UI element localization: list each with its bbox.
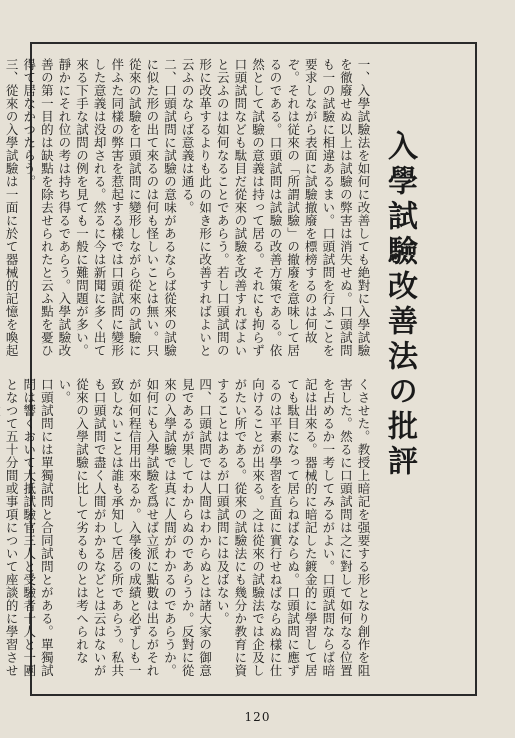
page-number: 120 xyxy=(244,710,271,724)
right-column xyxy=(4,58,372,358)
page-title: 入學試驗改善法の批評 xyxy=(382,130,417,480)
paragraph-3: 三、從來の入學試驗は一面に於て器械的記憶を喚起 xyxy=(4,58,20,357)
paragraph-1: 一、入學試驗法を如何に改善しても絶對に入學試驗を徹廢せぬ以上は試驗の弊害は消失せぬ。口頭試問も一の試驗に相違あるまい。口頭試問を行ふことを要求しながら表面に試驗撤廢を標榜するのは何故ぞ。それは従來の「所謂試驗」の撤廢を意味して居るのである。口頭試問は試驗の改善方策である。依然として試驗の意義は持って居る。それにも拘らず口頭試問なども駄目だ從來の試驗を改善すればよいと云ふのは如何なることであらう。若し口頭試問の形に改革するよりも此の如き形に改善すればよいと云ふのならば意義は通る。 xyxy=(180,58,371,357)
paragraph-4: くさせた。教授上暗記を强要する形となり創作を阻害した。然るに口頭試問は之に對して如何なる位置を占めるか一考してみるがよい。口頭試問ならば暗記は出來る。器械的に暗記した鍍金的に學習して居ても駄目になって居らねばならぬ。口頭試問に應ずるのは平素の學習を直面に實行せねばならぬ樣に仕向けることが出來る。之は從來の試驗法では企及しがたい所である。從來の試驗法にも幾分か教育に資することはあるが口頭試問には及ばない。 xyxy=(215,378,371,677)
left-column xyxy=(4,378,372,678)
paragraph-5: 四、口頭試問では人間はわからぬとは諸大家の御意見であるが果してわからぬのであらうか。反對に從來の入學試驗では真に人間がわかるのであらうか。如何にも入學試驗を爲せば立派に點數は出るがそれが如何程信用出來るか。入學後の成績と必ずしも一致しないことは誰も承知して居る所であらう。私共も口頭試問で盡く人間がわかるなどとは云はないが從來の入學試驗に比して劣るものとは考へられない。 xyxy=(56,378,213,677)
paragraph-2: 二、口頭試問に試驗の意味があるならば從來の試驗に似た形の出て來るのは何も怪しいことは無い。只從來の試驗を口頭試問に變形しながら從來の試驗に伴ふた同樣の弊害を惹起する樣では口頭試問に變形した意義は没却される。然るに今は新聞に多く出て來る下手な試問の例を見ても一般に難問題が多い。靜かにそれ位の考は持ち得るであらう。入學試驗改善の第一目的は缺點を除去せられたと云ふ點を憂ひ得て居なかつたらう。 xyxy=(21,58,178,357)
paragraph-6: 口頭試問には單獨試問と合同試問とがある。單獨試問は響くおいて大抵試驗官三人と受驗者十人と一團となつて五十分間或事項について座談的に學習させ xyxy=(4,378,55,677)
